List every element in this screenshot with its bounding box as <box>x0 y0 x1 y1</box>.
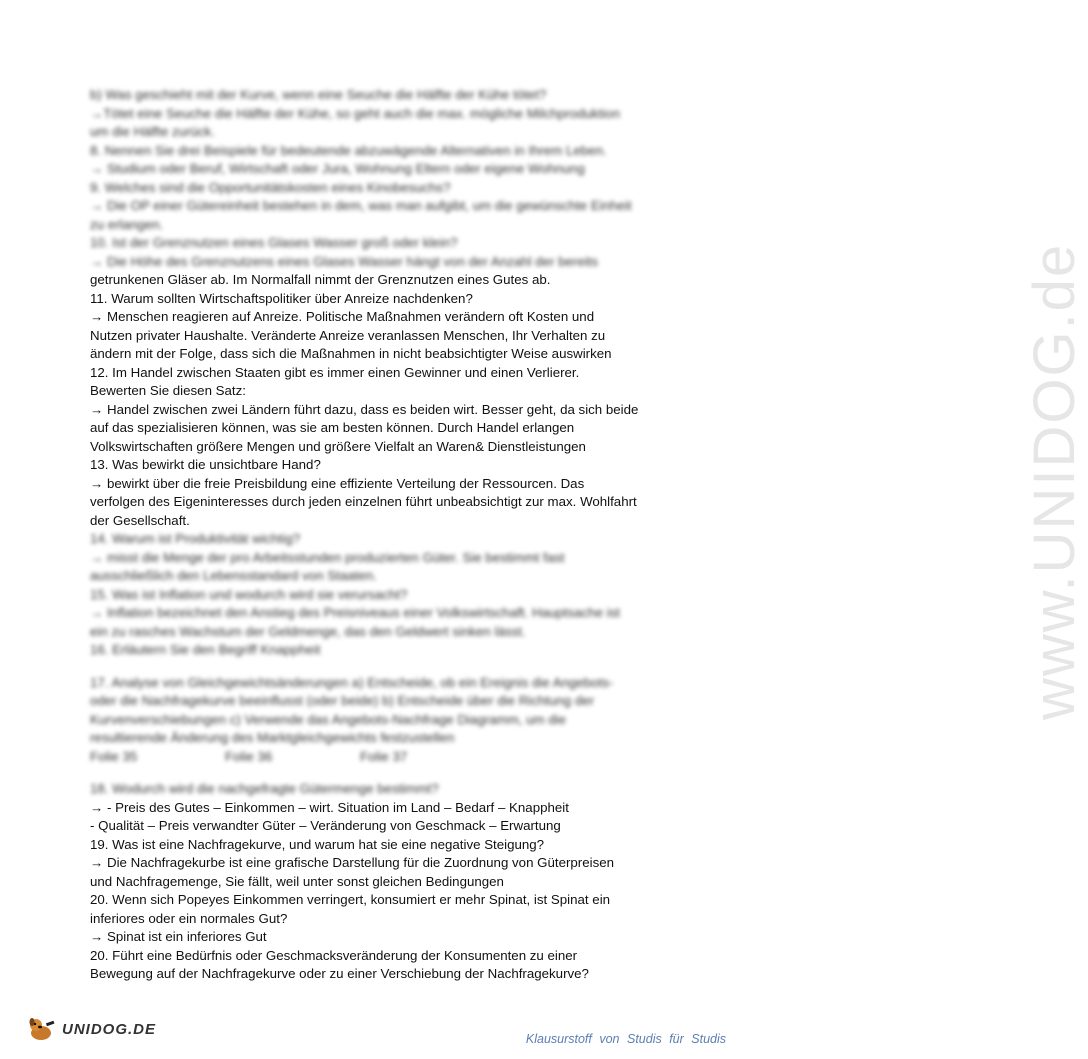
text-line: ein zu rasches Wachstum der Geldmenge, das den Geldwert sinken lässt. <box>90 623 526 639</box>
text-line: → - Preis des Gutes – Einkommen – wirt. Situation im Land – Bedarf – Knappheit <box>90 799 569 815</box>
text-line: → Inflation bezeichnet den Anstieg des Preisniveaus einer Volkswirtschaft. Hauptsache ist <box>90 605 620 620</box>
text-line: oder die Nachfragekurve beeinflusst (oder beide) b) Entscheide über die Richtung der <box>90 693 595 708</box>
unidog-logo[interactable] <box>26 1016 156 1042</box>
text-line: Nutzen privater Haushalte. Veränderte Anreize veranlassen Menschen, Ihr Verhalten zu <box>90 327 606 343</box>
logo-text: UNIDOG.DE <box>62 1020 157 1038</box>
text-line: → bewirkt über die freie Preisbildung eine effiziente Verteilung der Ressourcen. Das <box>90 475 585 491</box>
text-line: resultierende Änderung des Marktgleichgewichts festzustellen <box>90 730 455 745</box>
text-line: verfolgen des Eigeninteresses durch jeden einzelnen führt unbeabsichtigt zur max. Wohlfahrt <box>90 494 637 509</box>
text-line: 19. Was ist eine Nachfragekurve, und warum hat sie eine negative Steigung? <box>90 836 545 852</box>
text-line: → Die OP einer Gütereinheit bestehen in dem, was man aufgibt, um die gewünschte Einheit <box>90 198 632 213</box>
document-text <box>90 86 690 984</box>
text-line: Bewerten Sie diesen Satz: <box>90 383 246 398</box>
text-line: - Qualität – Preis verwandter Güter – Veränderung von Geschmack – Erwartung <box>90 818 561 833</box>
text-line: auf das spezialisieren können, was sie am besten können. Durch Handel erlangen <box>90 420 575 435</box>
text-line: getrunkenen Gläser ab. Im Normalfall nimmt der Grenznutzen eines Gutes ab. <box>90 272 551 287</box>
text-line: → Die Höhe des Grenznutzens eines Glases Wasser hängt von der Anzahl der bereits <box>90 253 599 269</box>
footer-tagline: Klausurstoff von Studis für Studis <box>525 1032 726 1046</box>
text-line: → Studium oder Beruf, Wirtschaft oder Jura, Wohnung Eltern oder eigene Wohnung <box>90 161 585 176</box>
text-line: Bewegung auf der Nachfragekurve oder zu einer Verschiebung der Nachfragekurve? <box>90 966 589 981</box>
text-line: 15. Was ist Inflation und wodurch wird sie verursacht? <box>90 586 408 602</box>
text-line: →Tötet eine Seuche die Hälfte der Kühe, so geht auch die max. mögliche Milchproduktion <box>90 105 620 121</box>
text-line: → Die Nachfragekurbe ist eine grafische Darstellung für die Zuordnung von Güterpreisen <box>90 855 615 870</box>
text-line: zu erlangen. <box>90 216 164 232</box>
text-line: der Gesellschaft. <box>90 512 190 528</box>
text-line: → Spinat ist ein inferiores Gut <box>90 929 267 944</box>
text-line: inferiores oder ein normales Gut? <box>90 910 288 926</box>
folie-references <box>90 748 690 767</box>
text-line: → Handel zwischen zwei Ländern führt dazu, dass es beiden wirt. Besser geht, da sich beide <box>90 401 639 417</box>
text-line: 11. Warum sollten Wirtschaftspolitiker über Anreize nachdenken? <box>90 290 473 306</box>
text-line: 9. Welches sind die Opportunitätskosten eines Kinobesuchs? <box>90 179 451 195</box>
text-line: → misst die Menge der pro Arbeitsstunden produzierten Güter. Sie bestimmt fast <box>90 549 565 565</box>
text-line: und Nachfragemenge, Sie fällt, weil unter sonst gleichen Bedingungen <box>90 873 504 889</box>
text-line: 12. Im Handel zwischen Staaten gibt es immer einen Gewinner und einen Verlierer. <box>90 364 580 380</box>
folie-label: Folie 36 <box>225 748 273 764</box>
text-line: 17. Analyse von Gleichgewichtsänderungen a) Entscheide, ob ein Ereignis die Angebots- <box>90 674 614 690</box>
text-line: b) Was geschieht mit der Kurve, wenn eine Seuche die Hälfte der Kühe tötet? <box>90 87 547 102</box>
folie-label: Folie 35 <box>90 748 138 764</box>
text-line: Kurvenverschiebungen c) Verwende das Angebots-Nachfrage Diagramm, um die <box>90 711 566 727</box>
text-line: um die Hälfte zurück. <box>90 124 215 139</box>
dog-mascot-icon <box>26 1016 56 1042</box>
text-line: 20. Führt eine Bedürfnis oder Geschmacksveränderung der Konsumenten zu einer <box>90 947 578 963</box>
text-line: ausschließlich den Lebensstandard von Staaten. <box>90 568 377 583</box>
text-line: 10. Ist der Grenznutzen eines Glases Wasser groß oder klein? <box>90 235 458 250</box>
text-line: 13. Was bewirkt die unsichtbare Hand? <box>90 457 321 472</box>
text-line: 18. Wodurch wird die nachgefragte Gütermenge bestimmt? <box>90 781 439 796</box>
text-line: 8. Nennen Sie drei Beispiele für bedeutende abzuwägende Alternativen in Ihrem Leben. <box>90 142 607 158</box>
text-line: 16. Erläutern Sie den Begriff Knappheit <box>90 642 321 657</box>
text-line: → Menschen reagieren auf Anreize. Politische Maßnahmen verändern oft Kosten und <box>90 309 595 324</box>
text-line: ändern mit der Folge, dass sich die Maßnahmen in nicht beabsichtigter Weise auswirken <box>90 346 612 361</box>
watermark-text: www.UNIDOG.de <box>1021 242 1087 720</box>
folie-label: Folie 37 <box>360 748 408 764</box>
text-line: 20. Wenn sich Popeyes Einkommen verringert, konsumiert er mehr Spinat, ist Spinat ein <box>90 892 611 907</box>
text-line: 14. Warum ist Produktivität wichtig? <box>90 531 301 546</box>
text-line: Volkswirtschaften größere Mengen und größere Vielfalt an Waren& Dienstleistungen <box>90 438 586 454</box>
